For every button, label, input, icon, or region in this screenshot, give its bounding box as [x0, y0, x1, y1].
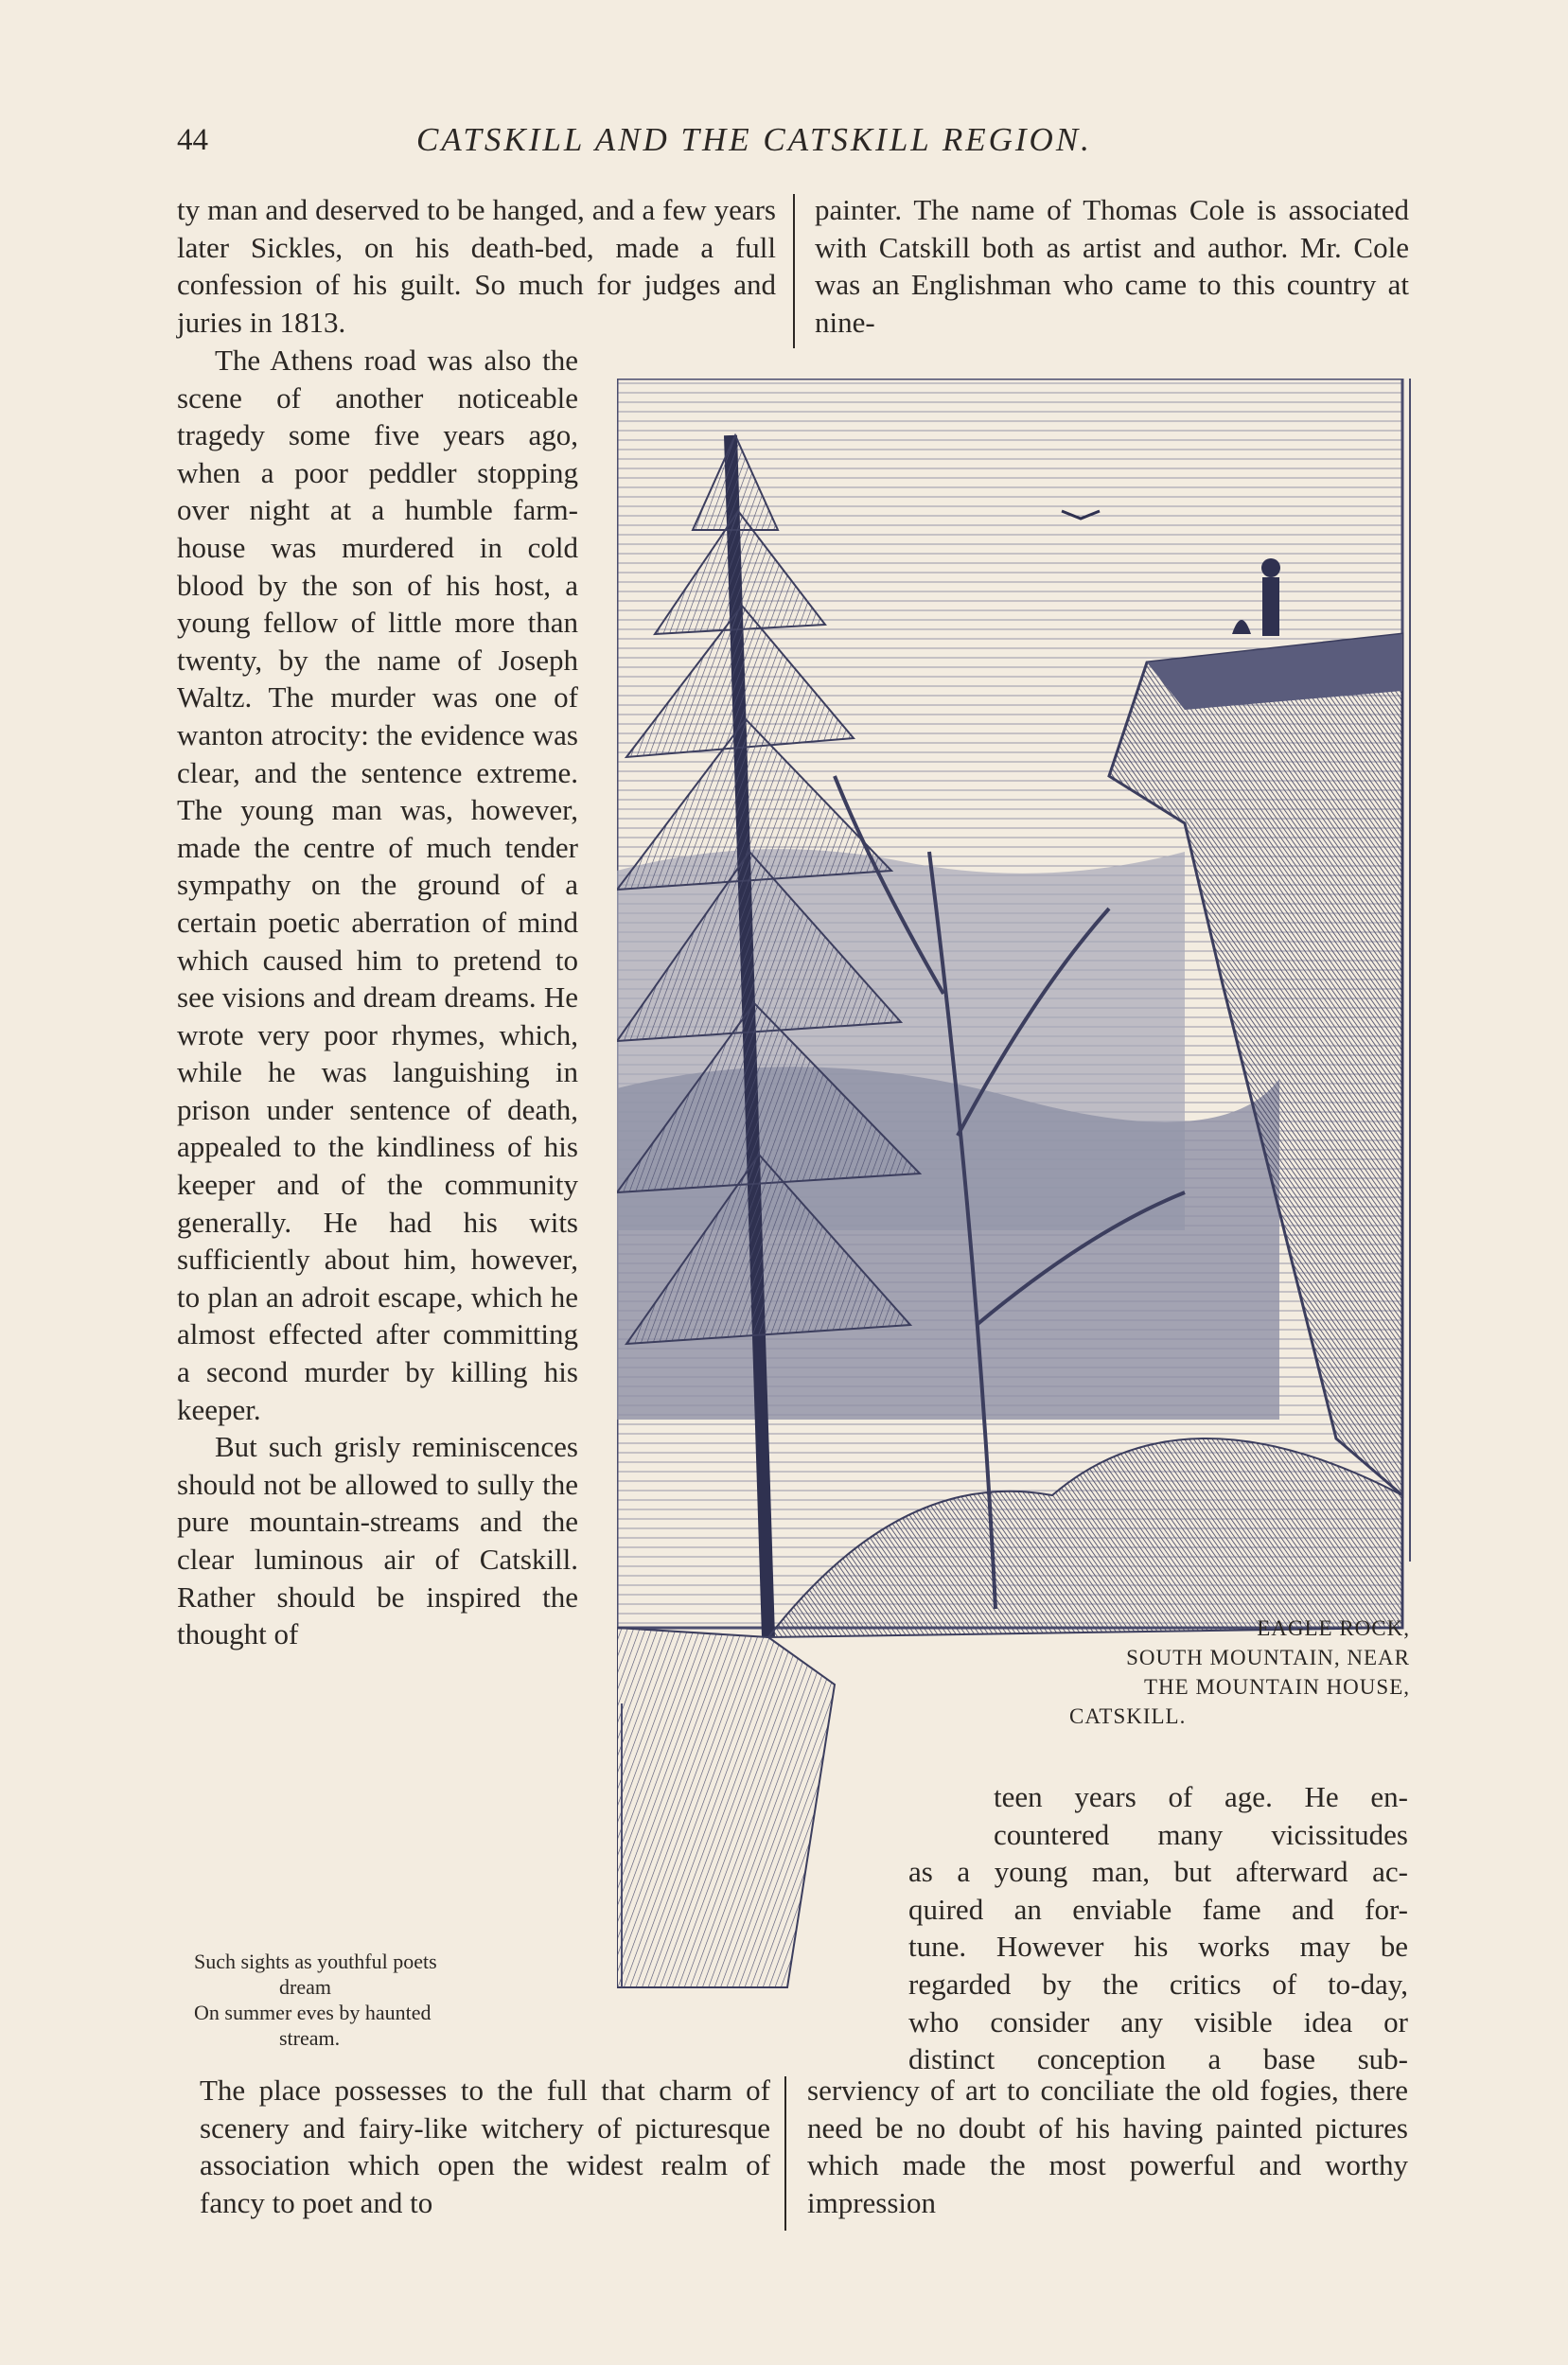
running-head: CATSKILL AND THE CATSKILL REGION. — [416, 121, 1092, 158]
paragraph-grisly: But such grisly reminiscences should not be allowed to sully the pure mountain-streams and the clear luminous air of Catskill. Rather should be inspired the thought of — [177, 1430, 578, 1651]
text-line: quired an enviable fame and for- — [908, 1892, 1408, 1926]
right-top-paragraph — [815, 191, 1409, 341]
poem-quote — [194, 1949, 591, 2051]
left-top-paragraph — [177, 191, 776, 341]
text-line: regarded by the critics of to-day, — [908, 1967, 1408, 2001]
paragraph-serviency: serviency of art to conciliate the old fogies, there need be no doubt of his having painted pictures which made the most powerful and worthy impression — [807, 2074, 1408, 2219]
poem-line-2: On summer eves by haunted — [194, 2001, 432, 2024]
caption-line-4: CATSKILL. — [1069, 1704, 1187, 1728]
paragraph-the-place: The place possesses to the full that charm of scenery and fairy-like witchery of picturesque association which open the widest realm of fancy to poet and to — [200, 2074, 770, 2219]
bottom-left-paragraph — [200, 2072, 770, 2221]
caption-line-1: EAGLE ROCK, — [1257, 1616, 1410, 1640]
poem-line-1-continued: dream — [279, 1975, 331, 1999]
column-rule-top — [793, 194, 795, 348]
poem-line-2-continued: stream. — [279, 2026, 341, 2050]
poem-line-1: Such sights as youthful poets — [194, 1950, 437, 1973]
paragraph-thomas-cole: painter. The name of Thomas Cole is associated with Catskill both as artist and author. Mr. Cole was an Englishman who came to this country at nine- — [815, 193, 1409, 339]
right-under-illustration — [908, 1778, 1408, 2078]
text-line: distinct conception a base sub- — [908, 2042, 1408, 2076]
text-line: tune. However his works may be — [908, 1930, 1408, 1964]
bottom-right-paragraph — [807, 2072, 1408, 2221]
left-narrow-column — [177, 342, 578, 1653]
column-rule-bottom — [784, 2076, 786, 2231]
caption-line-3: THE MOUNTAIN HOUSE, — [1144, 1675, 1410, 1699]
paragraph-athens-road: The Athens road was also the scene of another noticeable tragedy some five years ago, when a poor peddler stopping over night at a humble farm-house was murdered in cold blood by the son of his host, a young fellow of little more than twenty, by the name of Joseph Waltz. The murder was one of wanton atrocity: the evidence was clear, and the sentence extreme. The young man was, however, made the centre of much tender sympathy on the ground of a certain poetic aberration of mind which caused him to pretend to see visions and dream dreams. He wrote very poor rhymes, which, while he was languishing in prison under sentence of death, appealed to the kindliness of his keeper and of the community generally. He had his wits sufficiently about him, however, to plan an adroit escape, which he almost effected after committing a second murder by killing his keeper. — [177, 344, 578, 1426]
illustration-caption — [1041, 1614, 1410, 1731]
caption-line-2: SOUTH MOUNTAIN, NEAR — [1126, 1646, 1410, 1669]
text-line: who consider any visible idea or — [908, 2004, 1408, 2038]
text-line: countered many vicissitudes — [994, 1817, 1408, 1851]
paragraph-judges: ty man and deserved to be hanged, and a few years later Sickles, on his death-bed, made a full confession of his guilt. So much for judges and juries in 1813. — [177, 193, 776, 339]
text-line: as a young man, but afterward ac- — [908, 1855, 1408, 1889]
page-number: 44 — [177, 123, 208, 157]
text-line: teen years of age. He en- — [994, 1780, 1408, 1813]
